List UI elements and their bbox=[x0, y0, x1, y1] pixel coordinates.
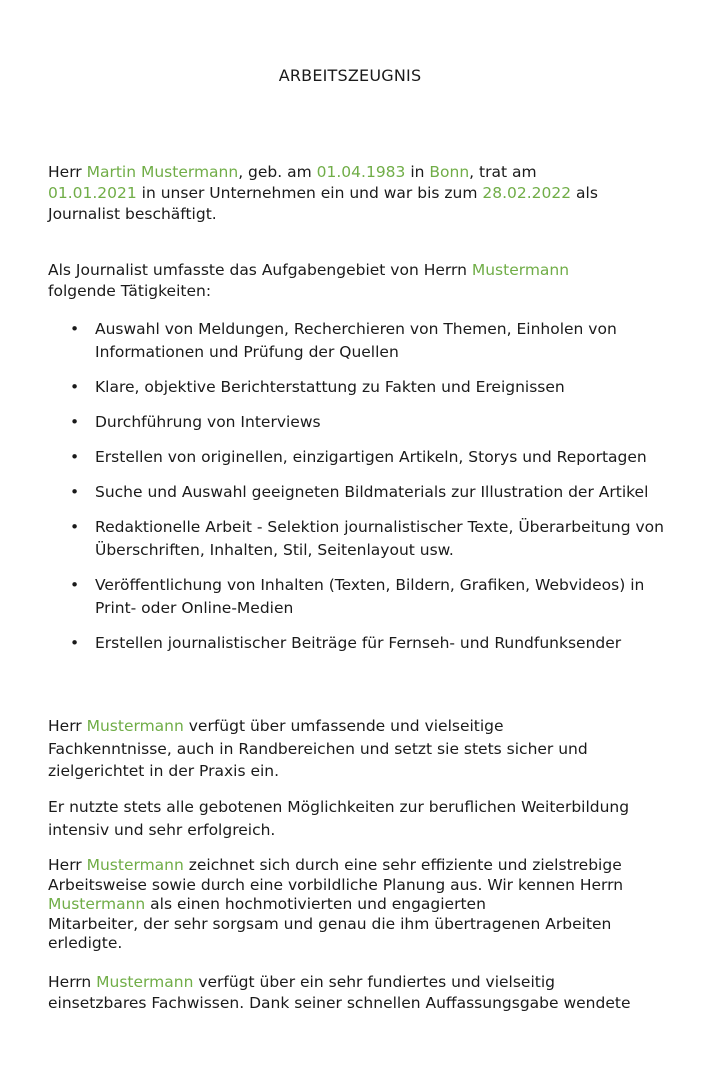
work-style-text: als einen hochmotivierten und engagierten bbox=[145, 895, 486, 913]
birth-date: 01.04.1983 bbox=[316, 163, 406, 181]
tasks-intro-paragraph bbox=[48, 260, 654, 302]
work-style-text: zeichnet sich durch eine sehr effiziente und zielstrebige bbox=[183, 856, 622, 874]
intro-text: Herr bbox=[48, 163, 87, 181]
expertise-paragraph bbox=[48, 972, 654, 1014]
bullet-icon: • bbox=[70, 518, 80, 536]
list-item bbox=[48, 411, 668, 434]
bullet-icon: • bbox=[70, 448, 80, 466]
list-item bbox=[48, 318, 668, 364]
intro-text: in unser Unternehmen ein und war bis zum bbox=[136, 184, 483, 202]
task-text: Erstellen von originellen, einzigartigen Artikeln, Storys und Reportagen bbox=[95, 448, 647, 466]
task-text: Redaktionelle Arbeit - Selektion journalistischer Texte, Überarbeitung von Überschriften, Inhalten, Stil, Seitenlayout usw. bbox=[95, 518, 664, 559]
document-title: ARBEITSZEUGNIS bbox=[278, 66, 422, 85]
knowledge-text: Fachkenntnisse, auch in Randbereichen und setzt sie stets sicher und bbox=[48, 739, 588, 758]
work-style-paragraph bbox=[48, 856, 654, 954]
task-text: Durchführung von Interviews bbox=[95, 413, 321, 431]
task-text: Auswahl von Meldungen, Recherchieren von Themen, Einholen von Informationen und Prüfung der Quellen bbox=[95, 320, 617, 361]
list-item bbox=[48, 446, 668, 469]
intro-text: Journalist beschäftigt. bbox=[48, 205, 217, 223]
list-item bbox=[48, 481, 668, 504]
employee-name: Martin Mustermann bbox=[86, 163, 239, 181]
employee-surname: Mustermann bbox=[86, 717, 184, 735]
bullet-icon: • bbox=[70, 320, 80, 338]
expertise-text: Herrn bbox=[48, 973, 97, 991]
list-item bbox=[48, 376, 668, 399]
birth-place: Bonn bbox=[429, 163, 470, 181]
task-text: Suche und Auswahl geeigneten Bildmaterials zur Illustration der Artikel bbox=[95, 483, 649, 501]
bullet-icon: • bbox=[70, 378, 80, 396]
employee-surname: Mustermann bbox=[471, 261, 570, 279]
list-item bbox=[48, 632, 668, 655]
task-text: Erstellen journalistischer Beiträge für Fernseh- und Rundfunksender bbox=[95, 634, 622, 652]
knowledge-text: verfügt über umfassende und vielseitige bbox=[183, 717, 504, 735]
bullet-icon: • bbox=[70, 576, 80, 594]
list-item bbox=[48, 516, 668, 562]
intro-text: in bbox=[405, 163, 430, 181]
start-date: 01.01.2021 bbox=[48, 184, 137, 202]
employee-surname: Mustermann bbox=[86, 856, 184, 874]
task-list bbox=[48, 318, 668, 667]
bullet-icon: • bbox=[70, 483, 80, 501]
bullet-icon: • bbox=[70, 634, 80, 652]
employee-surname: Mustermann bbox=[96, 973, 194, 991]
list-item bbox=[48, 574, 668, 620]
expertise-text: verfügt über ein sehr fundiertes und vielseitig bbox=[193, 973, 555, 991]
end-date: 28.02.2022 bbox=[482, 184, 572, 202]
bullet-icon: • bbox=[70, 413, 80, 431]
work-style-text: Arbeitsweise sowie durch eine vorbildliche Planung aus. Wir kennen Herrn bbox=[48, 875, 624, 894]
work-style-text: Herr bbox=[48, 856, 87, 874]
training-paragraph bbox=[48, 796, 654, 841]
knowledge-text: Herr bbox=[48, 717, 87, 735]
expertise-text: einsetzbares Fachwissen. Dank seiner schnellen Auffassungsgabe wendete bbox=[48, 994, 631, 1012]
work-style-text: Mitarbeiter, der sehr sorgsam und genau die ihm übertragenen Arbeiten bbox=[48, 914, 612, 933]
knowledge-text: zielgerichtet in der Praxis ein. bbox=[48, 762, 280, 780]
tasks-intro-text: folgende Tätigkeiten: bbox=[48, 282, 212, 300]
intro-text: , trat am bbox=[469, 163, 537, 181]
training-text: intensiv und sehr erfolgreich. bbox=[48, 820, 276, 839]
intro-text: als bbox=[571, 184, 598, 202]
tasks-intro-text: Als Journalist umfasste das Aufgabengebiet von Herrn bbox=[48, 261, 472, 279]
work-style-text: erledigte. bbox=[48, 934, 123, 952]
task-text: Veröffentlichung von Inhalten (Texten, Bildern, Grafiken, Webvideos) in Print- oder Online-Medien bbox=[95, 576, 645, 617]
intro-text: , geb. am bbox=[238, 163, 317, 181]
training-text: Er nutzte stets alle gebotenen Möglichkeiten zur beruflichen Weiterbildung bbox=[48, 798, 630, 816]
employee-surname: Mustermann bbox=[48, 895, 146, 913]
task-text: Klare, objektive Berichterstattung zu Fakten und Ereignissen bbox=[95, 378, 565, 396]
knowledge-paragraph bbox=[48, 715, 654, 783]
intro-paragraph bbox=[48, 162, 654, 225]
